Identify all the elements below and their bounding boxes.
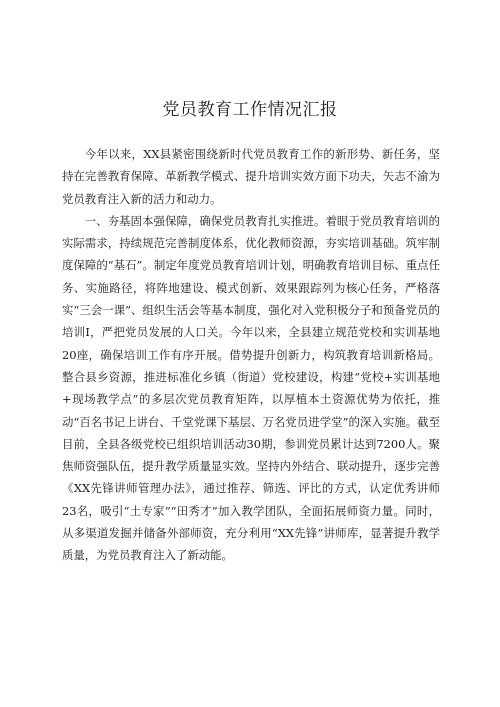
document-title: 党员教育工作情况汇报 (162, 100, 338, 120)
paragraph-intro: 今年以来，XX县紧密围绕新时代党员教育工作的新形势、新任务，坚持在完善教育保障、革新教学模式、提升培训实效方面下功夫，矢志不渝为党员教育注入新的活力和动力。 (62, 147, 440, 206)
document-body (62, 143, 440, 567)
paragraph-section-one: 一、夯基固本强保障，确保党员教育扎实推进。着眼于党员教育培训的实际需求，持续规范完善制度体系，优化教师资源，夯实培训基础。筑牢制度保障的“基石”。制定年度党员教育培训计划，明确教育培训目标、重点任务、实施路径，将阵地建设、模式创新、效果跟踪列为核心任务，严格落实“三会一课”、组织生活会等基本制度，强化对入党积极分子和预备党员的培训I，严把党员发展的人口关。今年以来，全县建立规范党校和实训基地20座，确保培训工作有序开展。借势提升创新力，构筑教育培训新格局。整合县乡资源，推进标准化乡镇（街道）党校建设，构建“党校+实训基地+现场教学点”的多层次党员教育矩阵，以厚植本土资源优势为依托，推动“百名书记上讲台、千堂党课下基层、万名党员进学堂”的深入实施。截至目前，全县各级党校已组织培训活动30期，参训党员累计达到7200人。聚焦师资强队伍，提升教学质量显实效。坚持内外结合、联动提升，逐步完善《XX先锋讲师管理办法》，通过推荐、筛选、评比的方式，认定优秀讲师23名，吸引“土专家”“田秀才”加入教学团队，全面拓展师资力量。同时，从多渠道发掘并储备外部师资，充分利用“XX先锋”讲师库，显著提升教学质量，为党员教育注入了新动能。 (62, 213, 440, 563)
